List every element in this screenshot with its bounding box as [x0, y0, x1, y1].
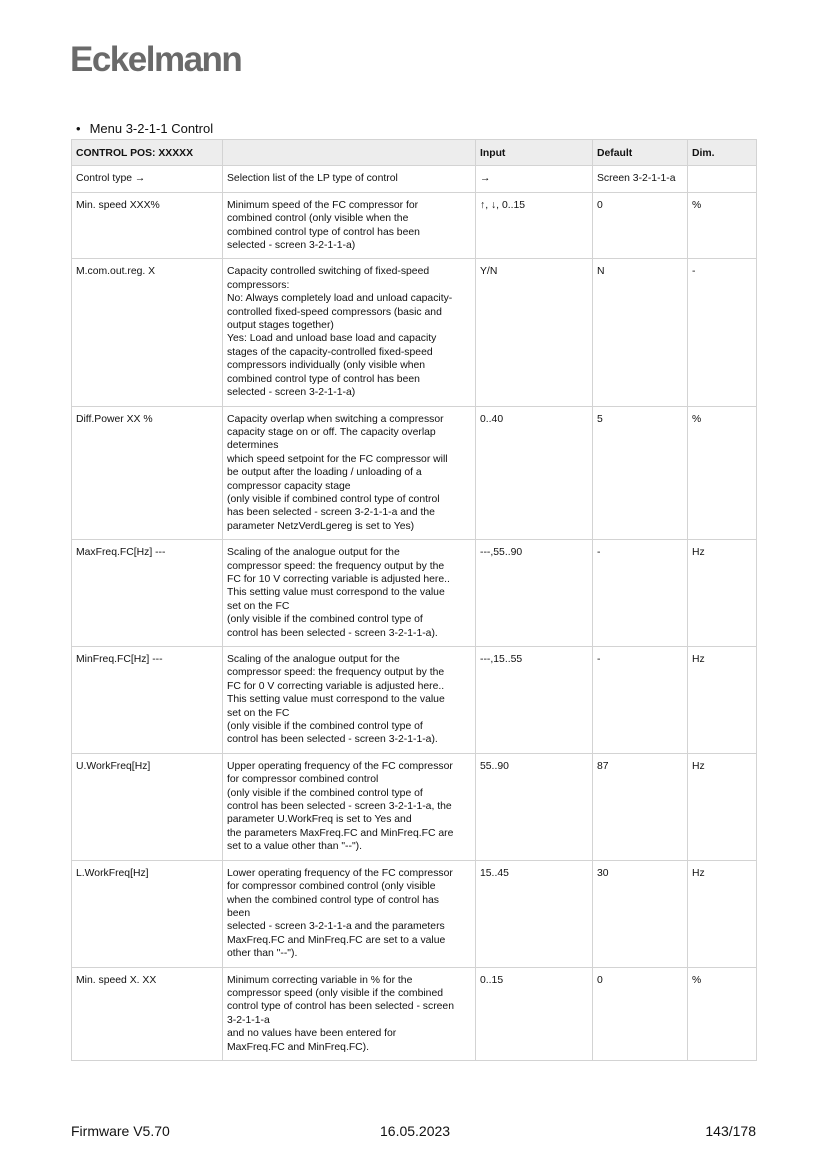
- cell-input: 0..40: [476, 406, 593, 540]
- header-dim: Dim.: [688, 140, 757, 166]
- cell-parameter: Diff.Power XX %: [72, 406, 223, 540]
- cell-dim: Hz: [688, 753, 757, 860]
- cell-parameter: MinFreq.FC[Hz] ---: [72, 647, 223, 754]
- header-default: Default: [593, 140, 688, 166]
- cell-parameter: L.WorkFreq[Hz]: [72, 860, 223, 967]
- header-parameter: CONTROL POS: XXXXX: [72, 140, 223, 166]
- cell-description: Upper operating frequency of the FC compressor for compressor combined control (only visible if the combined control type of control has been selected - screen 3-2-1-1-a, the parameter U.WorkFreq is set to Yes and the parameters MaxFreq.FC and MinFreq.FC are set to a value other than "--").: [223, 753, 476, 860]
- cell-input: ---,55..90: [476, 540, 593, 647]
- table-header-row: [72, 140, 757, 166]
- cell-dim: Hz: [688, 540, 757, 647]
- cell-dim: -: [688, 259, 757, 406]
- cell-description: Minimum correcting variable in % for the compressor speed (only visible if the combined control type of control has been selected - screen 3-2-1-1-a and no values have been entered for MaxFreq.FC and MinFreq.FC).: [223, 967, 476, 1060]
- control-parameter-table: [71, 139, 757, 1061]
- cell-description: Scaling of the analogue output for the compressor speed: the frequency output by the FC for 10 V correcting variable is adjusted here.. This setting value must correspond to the value set on the FC (only visible if the combined control type of control has been selected - screen 3-2-1-1-a).: [223, 540, 476, 647]
- cell-dim: %: [688, 967, 757, 1060]
- cell-parameter: U.WorkFreq[Hz]: [72, 753, 223, 860]
- header-description: [223, 140, 476, 166]
- table-row: [72, 647, 757, 754]
- cell-input: 0..15: [476, 967, 593, 1060]
- cell-input: ↑, ↓, 0..15: [476, 192, 593, 259]
- cell-dim: %: [688, 192, 757, 259]
- cell-input: ---,15..55: [476, 647, 593, 754]
- cell-dim: Hz: [688, 647, 757, 754]
- table-row: [72, 860, 757, 967]
- cell-default: 0: [593, 967, 688, 1060]
- cell-description: Lower operating frequency of the FC compressor for compressor combined control (only visible when the combined control type of control has been selected - screen 3-2-1-1-a and the parameters MaxFreq.FC and MinFreq.FC are set to a value other than "--").: [223, 860, 476, 967]
- brand-logo: Eckelmann: [70, 40, 242, 79]
- table-row: [72, 753, 757, 860]
- cell-default: -: [593, 540, 688, 647]
- cell-default: 30: [593, 860, 688, 967]
- cell-description: Minimum speed of the FC compressor for combined control (only visible when the combined control type of control has been selected - screen 3-2-1-1-a): [223, 192, 476, 259]
- cell-description: Selection list of the LP type of control: [223, 166, 476, 192]
- table-row: [72, 406, 757, 540]
- cell-default: -: [593, 647, 688, 754]
- cell-dim: Hz: [688, 860, 757, 967]
- cell-parameter: Min. speed XXX%: [72, 192, 223, 259]
- cell-default: 87: [593, 753, 688, 860]
- cell-description: Capacity controlled switching of fixed-speed compressors: No: Always completely load and unload capacity- controlled fixed-speed compressors (basic and output stages together) Yes: Load and unload base load and capacity stages of the capacity-controlled fixed-speed compressors individually (only visible when combined control type of control has been selected - screen 3-2-1-1-a): [223, 259, 476, 406]
- cell-dim: [688, 166, 757, 192]
- cell-parameter: MaxFreq.FC[Hz] ---: [72, 540, 223, 647]
- cell-input: 55..90: [476, 753, 593, 860]
- cell-default: N: [593, 259, 688, 406]
- cell-parameter: Control type →: [72, 166, 223, 192]
- cell-default: 5: [593, 406, 688, 540]
- table-row: [72, 259, 757, 406]
- section-title: Menu 3-2-1-1 Control: [89, 121, 214, 136]
- footer-date: 16.05.2023: [380, 1123, 451, 1139]
- cell-description: Capacity overlap when switching a compressor capacity stage on or off. The capacity overlap determines which speed setpoint for the FC compressor will be output after the loading / unloading of a compressor capacity stage (only visible if combined control type of control has been selected - screen 3-2-1-1-a and the parameter NetzVerdLgereg is set to Yes): [223, 406, 476, 540]
- table-row: [72, 192, 757, 259]
- table-row: [72, 166, 757, 192]
- cell-parameter: Min. speed X. XX: [72, 967, 223, 1060]
- cell-dim: %: [688, 406, 757, 540]
- cell-input: Y/N: [476, 259, 593, 406]
- cell-input: →: [476, 166, 593, 192]
- table-row: [72, 540, 757, 647]
- cell-input: 15..45: [476, 860, 593, 967]
- bullet-icon: •: [76, 121, 81, 136]
- footer-firmware: Firmware V5.70: [71, 1123, 170, 1139]
- table-row: [72, 967, 757, 1060]
- cell-parameter: M.com.out.reg. X: [72, 259, 223, 406]
- section-heading: [76, 121, 213, 136]
- cell-description: Scaling of the analogue output for the compressor speed: the frequency output by the FC for 0 V correcting variable is adjusted here.. This setting value must correspond to the value set on the FC (only visible if the combined control type of control has been selected - screen 3-2-1-1-a).: [223, 647, 476, 754]
- cell-default: 0: [593, 192, 688, 259]
- cell-default: Screen 3-2-1-1-a: [593, 166, 688, 192]
- footer-page-number: 143/178: [705, 1123, 756, 1139]
- header-input: Input: [476, 140, 593, 166]
